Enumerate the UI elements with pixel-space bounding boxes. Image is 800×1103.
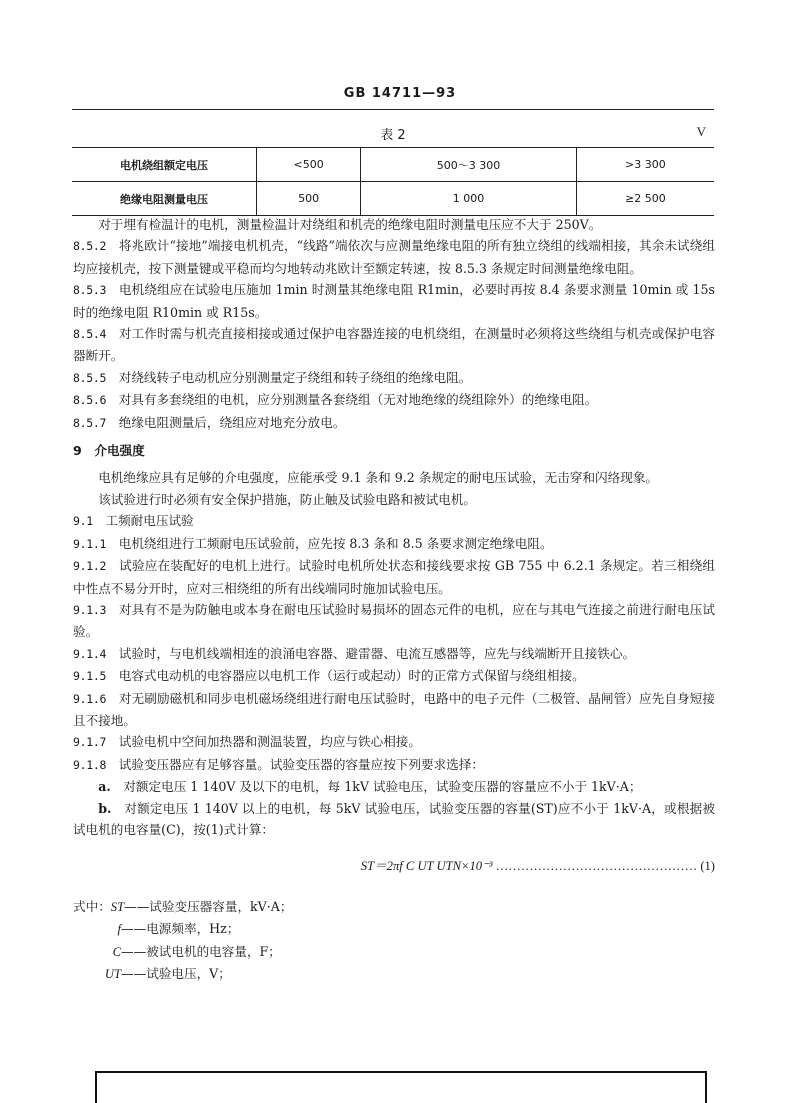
row-label: 电机绕组额定电压 bbox=[72, 148, 257, 182]
thermometer-note: 对于埋有检温计的电机，测量检温计对绕组和机壳的绝缘电阻时测量电压应不大于 250V。 bbox=[98, 217, 602, 232]
clause-8-5-7: 8.5.7 绝缘电阻测量后，绕组应对地充分放电。 bbox=[73, 414, 346, 430]
clause-9-1-4: 9.1.4 试验时，与电机线端相连的浪涌电容器、避雷器、电流互感器等，应先与线端断开且接铁心。 bbox=[73, 645, 636, 661]
clause-9-1-5: 9.1.5 电容式电动机的电容器应以电机工作（运行或起动）时的正常方式保留与绕组相接。 bbox=[73, 668, 585, 684]
table-cell: >3 300 bbox=[576, 148, 714, 182]
clause-8-5-2: 8.5.2 将兆欧计“接地”端接电机机壳，“线路”端依次与应测量绝缘电阻的所有独立绕组的线端相接，其余未试绕组均应接机壳，按下测量键或平稳而均匀地转动兆欧计至额定转速，按 8.5.3 条规定时间测量绝缘电阻。 bbox=[73, 238, 715, 276]
row-label: 绝缘电阻测量电压 bbox=[72, 182, 257, 216]
formula-leader: ………………………………………… bbox=[495, 859, 698, 874]
clause-9-1-2: 9.1.2 试验应在装配好的电机上进行。试验时电机所处状态和接线要求按 GB 755 中 6.2.1 条规定。若三相绕组中性点不易分开时，应对三相绕组的所有出线端同时施加试验电压。 bbox=[73, 558, 715, 596]
formula-1 bbox=[73, 856, 715, 877]
where-item bbox=[73, 963, 715, 985]
table-row bbox=[72, 148, 714, 182]
header-rule bbox=[72, 109, 714, 110]
where-desc: ——试验变压器容量，kV·A； bbox=[124, 898, 293, 914]
clause-9-1-3: 9.1.3 对具有不是为防触电或本身在耐电压试验时易损坏的固态元件的电机，应在与其电气连接之前进行耐电压试验。 bbox=[73, 601, 716, 640]
formula-number: (1) bbox=[700, 859, 715, 874]
section-9-safety: 该试验进行时必须有安全保护措施，防止触及试验电路和被试电机。 bbox=[98, 491, 476, 507]
clause-8-5-3: 8.5.3 电机绕组应在试验电压施加 1min 时测量其绝缘电阻 R1min，必要时再按 8.4 条要求测量 10min 或 15s 时的绝缘电阻 R10min 或 R15s。 bbox=[73, 282, 715, 320]
where-desc: ——电源频率，Hz； bbox=[121, 921, 240, 937]
table-row bbox=[72, 182, 714, 216]
table-cell: 500～3 300 bbox=[361, 148, 576, 182]
item-a: a. 对额定电压 1 140V 及以下的电机，每 1kV 试验电压，试验变压器的容量应不小于 1kV·A； bbox=[98, 779, 642, 795]
where-symbol: ST bbox=[110, 899, 125, 914]
where-item bbox=[73, 918, 715, 940]
clause-9-1: 9.1 工频耐电压试验 bbox=[73, 513, 194, 529]
table-cell: ≥2 500 bbox=[576, 182, 714, 216]
where-symbol: C bbox=[112, 944, 121, 959]
table-title: 表 2 bbox=[380, 128, 406, 143]
clause-9-1-1: 9.1.1 电机绕组进行工频耐电压试验前，应先按 8.3 条和 8.5 条要求测定绝缘电阻。 bbox=[73, 535, 553, 551]
where-desc: ——被试电机的电容量，F； bbox=[121, 943, 281, 959]
voltage-table bbox=[72, 147, 714, 216]
standard-header: GB 14711—93 bbox=[343, 86, 457, 101]
where-item bbox=[73, 941, 715, 963]
formula-expression: ST＝2πf C UT UTN×10⁻³ bbox=[360, 859, 493, 874]
clause-8-5-6: 8.5.6 对具有多套绕组的电机，应分别测量各套绕组（无对地绝缘的绕组除外）的绝缘电阻。 bbox=[73, 392, 598, 408]
table-cell: 1 000 bbox=[361, 182, 576, 216]
table-cell: 500 bbox=[257, 182, 361, 216]
where-lead: 式中：ST——试验变压器容量，kV·A； bbox=[73, 896, 715, 918]
clause-8-5-5: 8.5.5 对绕线转子电动机应分别测量定子绕组和转子绕组的绝缘电阻。 bbox=[73, 369, 472, 385]
clause-8-5-4: 8.5.4 对工作时需与机壳直接相接或通过保护电容器连接的电机绕组，在测量时必须将这些绕组与机壳或保护电容器断开。 bbox=[73, 326, 716, 364]
table-cell: <500 bbox=[257, 148, 361, 182]
footer-frame bbox=[95, 1071, 707, 1103]
document-body bbox=[73, 214, 715, 985]
clause-9-1-8: 9.1.8 试验变压器应有足够容量。试验变压器的容量应按下列要求选择： bbox=[73, 756, 484, 772]
section-9-heading: 9 介电强度 bbox=[73, 443, 145, 459]
clause-9-1-6: 9.1.6 对无刷励磁机和同步电机磁场绕组进行耐电压试验时，电路中的电子元件（二极管、晶闸管）应先自身短接且不接地。 bbox=[73, 690, 716, 728]
item-b: b. 对额定电压 1 140V 以上的电机，每 5kV 试验电压，试验变压器的容量(ST)应不小于 1kV·A，或根据被试电机的电容量(C)，按(1)式计算： bbox=[73, 800, 716, 837]
where-symbol: UT bbox=[104, 967, 121, 981]
where-desc: ——试验电压，V； bbox=[121, 966, 231, 981]
table-unit: V bbox=[696, 124, 706, 139]
clause-9-1-7: 9.1.7 试验电机中空间加热器和测温装置，均应与铁心相接。 bbox=[73, 734, 421, 750]
where-symbol: f bbox=[117, 922, 121, 937]
section-9-intro: 电机绝缘应具有足够的介电强度，应能承受 9.1 条和 9.2 条规定的耐电压试验，无击穿和闪络现象。 bbox=[98, 470, 659, 486]
